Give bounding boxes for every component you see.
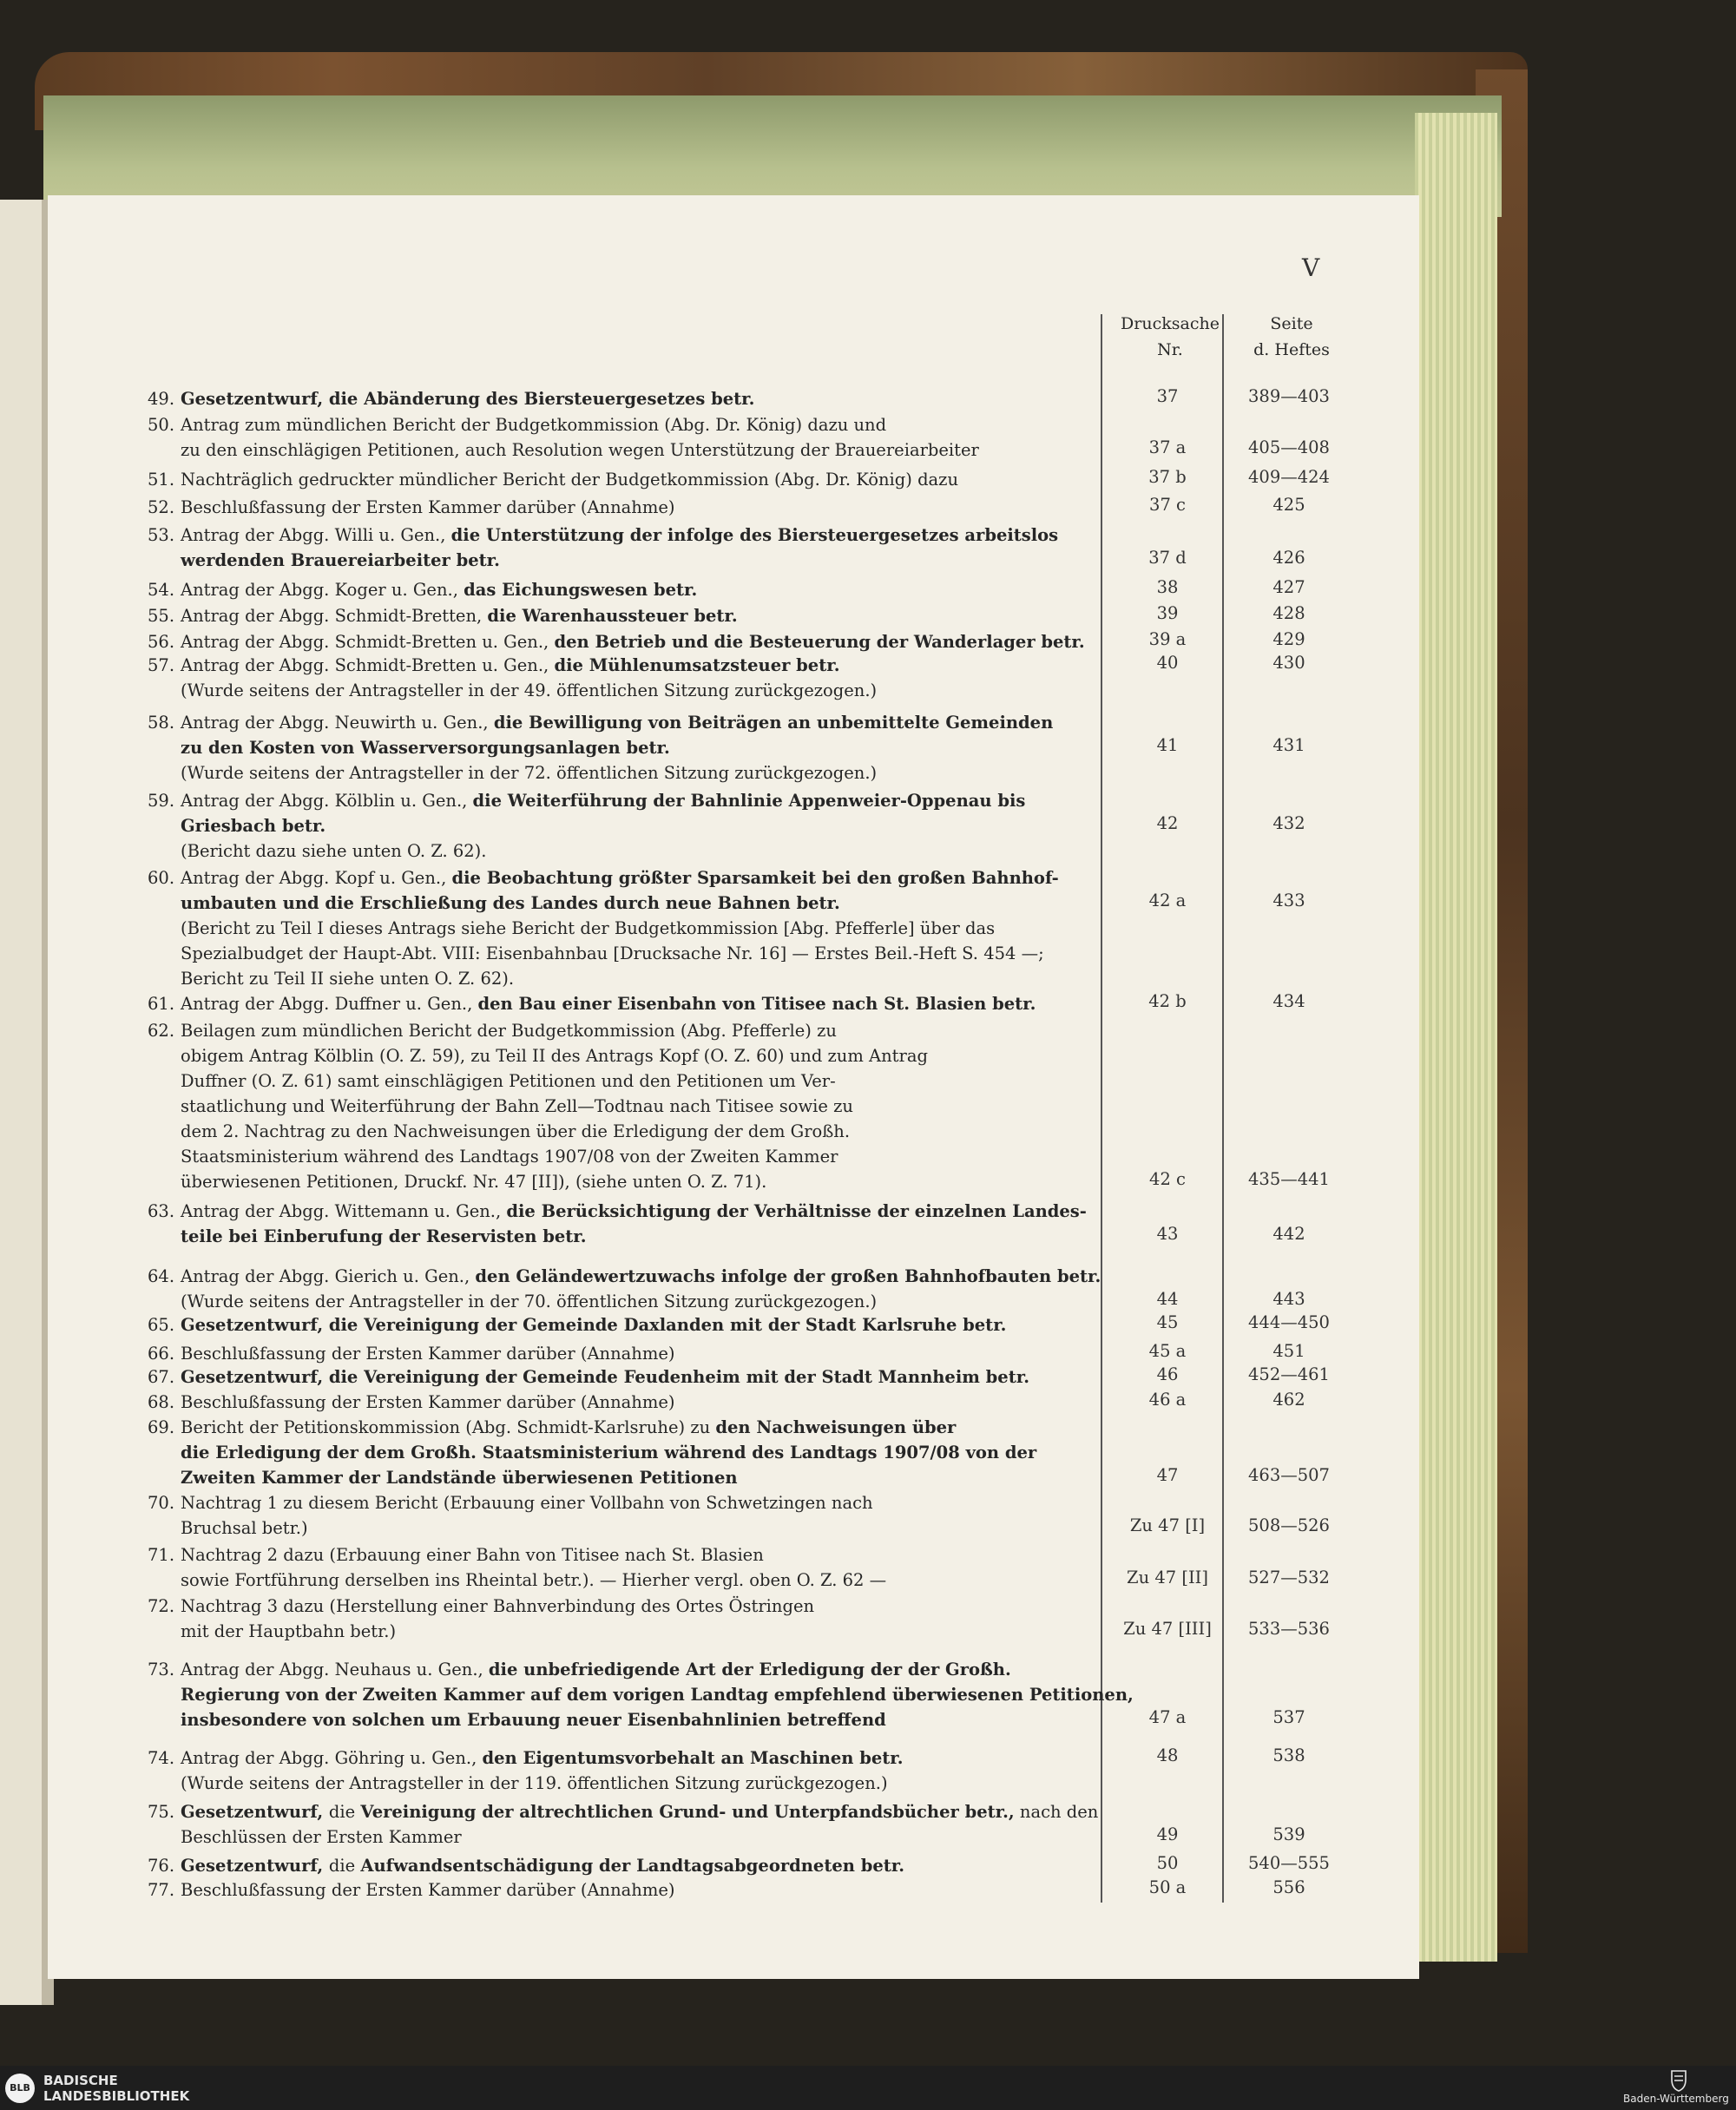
index-entry bbox=[148, 1657, 1134, 1732]
entry-number: 70. bbox=[148, 1493, 175, 1513]
page-range: 432 bbox=[1272, 813, 1305, 833]
entry-text: dem 2. Nachtrag zu den Nachweisungen über die Erledigung der dem Großh. bbox=[181, 1121, 851, 1141]
entry-line bbox=[148, 760, 1053, 785]
index-entry bbox=[148, 1594, 814, 1644]
page-range: 452—461 bbox=[1248, 1364, 1330, 1384]
entry-number: 51. bbox=[148, 470, 175, 490]
column-header-seite: Seite d. Heftes bbox=[1253, 314, 1330, 359]
drucksache-number: 37 a bbox=[1148, 437, 1187, 457]
entry-line bbox=[148, 1043, 928, 1068]
entry-text: Beschlußfassung der Ersten Kammer darüber (Annahme) bbox=[181, 1344, 675, 1364]
drucksache-number: 37 b bbox=[1148, 467, 1187, 487]
entry-text: den Bau einer Eisenbahn von Titisee nach St. Blasien betr. bbox=[477, 994, 1036, 1014]
entry-number: 52. bbox=[148, 497, 175, 517]
entry-text: Bericht der Petitionskommission (Abg. Schmidt-Karlsruhe) zu bbox=[181, 1417, 716, 1437]
entry-number: 62. bbox=[148, 1021, 175, 1041]
drucksache-number: 45 bbox=[1156, 1312, 1179, 1332]
entry-number: 60. bbox=[148, 868, 175, 888]
entry-line bbox=[148, 523, 1058, 548]
entry-line bbox=[148, 1144, 928, 1169]
entry-text: Beschlüssen der Ersten Kammer bbox=[181, 1827, 462, 1847]
entry-line bbox=[148, 941, 1059, 966]
page-block-side-edge bbox=[1415, 113, 1497, 1962]
drucksache-number: 46 a bbox=[1148, 1390, 1187, 1410]
index-entry bbox=[148, 629, 1085, 654]
entry-text: die Unterstützung der infolge des Biersteuergesetzes arbeitslos bbox=[450, 525, 1059, 545]
entry-line bbox=[148, 1515, 873, 1541]
entry-number: 69. bbox=[148, 1417, 175, 1437]
drucksache-number: 42 b bbox=[1148, 991, 1187, 1011]
entry-line bbox=[148, 577, 697, 602]
entry-text: obigem Antrag Kölblin (O. Z. 59), zu Teil II des Antrags Kopf (O. Z. 60) und zum Antrag bbox=[181, 1046, 928, 1066]
index-entry bbox=[148, 1199, 1087, 1249]
entry-line bbox=[148, 603, 738, 628]
entry-line bbox=[148, 1264, 1101, 1289]
index-entry bbox=[148, 386, 754, 411]
entry-line bbox=[148, 1364, 1029, 1390]
entry-line bbox=[148, 1440, 1036, 1465]
page-range: 428 bbox=[1272, 603, 1305, 623]
entry-text: Gesetzentwurf, bbox=[181, 1856, 329, 1876]
entry-line bbox=[148, 629, 1085, 654]
entry-text: Antrag der Abgg. Neuwirth u. Gen., bbox=[181, 713, 494, 733]
page-range: 444—450 bbox=[1248, 1312, 1330, 1332]
index-entry bbox=[148, 653, 877, 703]
entry-number: 57. bbox=[148, 655, 175, 675]
entry-line bbox=[148, 1312, 1006, 1338]
index-entry bbox=[148, 1341, 674, 1366]
entry-text: den Eigentumsvorbehalt an Maschinen betr. bbox=[482, 1748, 904, 1768]
entry-number: 50. bbox=[148, 415, 175, 435]
drucksache-number: 42 a bbox=[1148, 891, 1187, 910]
entry-line bbox=[148, 437, 979, 463]
drucksache-number: Zu 47 [I] bbox=[1129, 1515, 1206, 1535]
index-entry bbox=[148, 1018, 928, 1194]
entry-text: Antrag der Abgg. Wittemann u. Gen., bbox=[181, 1201, 507, 1221]
entry-number: 67. bbox=[148, 1367, 175, 1387]
entry-line bbox=[148, 495, 674, 520]
entry-line bbox=[148, 1853, 904, 1878]
entry-line bbox=[148, 1018, 928, 1043]
entry-text: (Wurde seitens der Antragsteller in der 49. öffentlichen Sitzung zurückgezogen.) bbox=[181, 680, 878, 700]
page-range: 540—555 bbox=[1248, 1853, 1330, 1873]
entry-text: teile bei Einberufung der Reservisten betr. bbox=[181, 1226, 587, 1246]
drucksache-number: 49 bbox=[1156, 1824, 1179, 1844]
entry-line bbox=[148, 1341, 674, 1366]
drucksache-number: Zu 47 [II] bbox=[1127, 1568, 1208, 1587]
page-range: 435—441 bbox=[1248, 1169, 1330, 1189]
index-entry bbox=[148, 523, 1058, 573]
entry-text: die Mühlenumsatzsteuer betr. bbox=[554, 655, 840, 675]
page-range: 431 bbox=[1272, 735, 1305, 755]
entry-text: Vereinigung der altrechtlichen Grund- und Unterpfandsbücher betr., bbox=[360, 1802, 1015, 1822]
entry-text: Antrag der Abgg. Koger u. Gen., bbox=[181, 580, 464, 600]
index-entry bbox=[148, 412, 979, 463]
entry-line bbox=[148, 710, 1053, 735]
entry-text: Aufwandsentschädigung der Landtagsabgeordneten betr. bbox=[360, 1856, 905, 1876]
drucksache-number: 41 bbox=[1156, 735, 1179, 755]
entry-line bbox=[148, 412, 979, 437]
entry-line bbox=[148, 1799, 1098, 1824]
page-range: 443 bbox=[1272, 1289, 1305, 1309]
entry-text: Antrag der Abgg. Duffner u. Gen., bbox=[181, 994, 478, 1014]
drucksache-number: 39 bbox=[1156, 603, 1179, 623]
footer-bar bbox=[0, 2066, 1736, 2110]
entry-line bbox=[148, 653, 877, 678]
entry-line bbox=[148, 735, 1053, 760]
entry-line bbox=[148, 1119, 928, 1144]
entry-number: 56. bbox=[148, 632, 175, 652]
entry-text: die Weiterführung der Bahnlinie Appenweier-Oppenau bis bbox=[472, 791, 1026, 811]
entry-text: sowie Fortführung derselben ins Rheintal betr.). — Hierher vergl. oben O. Z. 62 — bbox=[181, 1570, 887, 1590]
entry-text: die Erledigung der dem Großh. Staatsministerium während des Landtags 1907/08 von der bbox=[181, 1443, 1037, 1463]
entry-number: 49. bbox=[148, 389, 175, 409]
entry-line bbox=[148, 1094, 928, 1119]
entry-line bbox=[148, 916, 1059, 941]
entry-text: Beschlußfassung der Ersten Kammer darüber (Annahme) bbox=[181, 1392, 675, 1412]
entry-number: 61. bbox=[148, 994, 175, 1014]
entry-text: Antrag der Abgg. Schmidt-Bretten u. Gen., bbox=[181, 632, 555, 652]
entry-text: die Bewilligung von Beiträgen an unbemittelte Gemeinden bbox=[493, 713, 1054, 733]
entry-text: den Betrieb und die Besteuerung der Wanderlager betr. bbox=[554, 632, 1085, 652]
entry-number: 75. bbox=[148, 1802, 175, 1822]
blb-line2: LANDESBIBLIOTHEK bbox=[43, 2088, 190, 2104]
page-range: 426 bbox=[1272, 548, 1305, 568]
entry-line bbox=[148, 1415, 1036, 1440]
entry-line bbox=[148, 678, 877, 703]
entry-text: den Nachweisungen über bbox=[715, 1417, 957, 1437]
entry-text: Spezialbudget der Haupt-Abt. VIII: Eisenbahnbau [Drucksache Nr. 16] — Erstes Beil.-Heft S. 454 —; bbox=[181, 943, 1044, 963]
page-range: 451 bbox=[1272, 1341, 1305, 1361]
blb-logo-icon: BLB bbox=[5, 2074, 35, 2103]
page-range: 409—424 bbox=[1248, 467, 1330, 487]
entry-text: die Warenhaussteuer betr. bbox=[487, 606, 738, 626]
entry-line bbox=[148, 1169, 928, 1194]
entry-text: Antrag der Abgg. Gierich u. Gen., bbox=[181, 1266, 476, 1286]
entry-text: (Wurde seitens der Antragsteller in der 70. öffentlichen Sitzung zurückgezogen.) bbox=[181, 1292, 878, 1311]
page-range: 539 bbox=[1272, 1824, 1305, 1844]
entry-text: werdenden Brauereiarbeiter betr. bbox=[181, 550, 500, 570]
index-entry bbox=[148, 1745, 904, 1796]
entry-text: Nachtrag 3 dazu (Herstellung einer Bahnverbindung des Ortes Östringen bbox=[181, 1596, 815, 1616]
bw-label: Baden-Württemberg bbox=[1623, 2093, 1729, 2105]
entry-number: 66. bbox=[148, 1344, 175, 1364]
entry-number: 77. bbox=[148, 1880, 175, 1900]
entry-text: Regierung von der Zweiten Kammer auf dem vorigen Landtag empfehlend überwiesenen Petitionen, bbox=[181, 1685, 1134, 1705]
entry-line bbox=[148, 1619, 814, 1644]
drucksache-number: 37 c bbox=[1149, 495, 1186, 515]
entry-text: Bericht zu Teil II siehe unten O. Z. 62). bbox=[181, 969, 515, 989]
drucksache-number: 37 d bbox=[1148, 548, 1187, 568]
index-entry bbox=[148, 1799, 1098, 1850]
page-range: 405—408 bbox=[1248, 437, 1330, 457]
drucksache-number: 40 bbox=[1156, 653, 1179, 673]
entry-line bbox=[148, 1068, 928, 1094]
drucksache-number: 42 c bbox=[1149, 1169, 1186, 1189]
entry-line bbox=[148, 1824, 1098, 1850]
index-entry bbox=[148, 1390, 674, 1415]
entry-line bbox=[148, 966, 1059, 991]
index-entry bbox=[148, 1312, 1006, 1338]
entry-line bbox=[148, 386, 754, 411]
drucksache-number: 45 a bbox=[1148, 1341, 1187, 1361]
entry-number: 53. bbox=[148, 525, 175, 545]
entry-text: insbesondere von solchen um Erbauung neuer Eisenbahnlinien betreffend bbox=[181, 1710, 886, 1730]
index-entry bbox=[148, 603, 738, 628]
entry-line bbox=[148, 1465, 1036, 1490]
entry-text: (Wurde seitens der Antragsteller in der 72. öffentlichen Sitzung zurückgezogen.) bbox=[181, 763, 878, 783]
entry-line bbox=[148, 813, 1025, 838]
entry-text: Antrag der Abgg. Göhring u. Gen., bbox=[181, 1748, 483, 1768]
entry-number: 58. bbox=[148, 713, 175, 733]
index-entry bbox=[148, 1877, 674, 1903]
entry-number: 74. bbox=[148, 1748, 175, 1768]
entry-line bbox=[148, 1682, 1134, 1707]
page-folio: V bbox=[1302, 253, 1320, 282]
index-entry bbox=[148, 991, 1036, 1016]
index-entry bbox=[148, 1364, 1029, 1390]
entry-text: Zweiten Kammer der Landstände überwiesenen Petitionen bbox=[181, 1468, 738, 1488]
entry-text: Griesbach betr. bbox=[181, 816, 326, 836]
index-entry bbox=[148, 577, 697, 602]
entry-text: Antrag der Abgg. Kölblin u. Gen., bbox=[181, 791, 473, 811]
index-entry bbox=[148, 1853, 904, 1878]
entry-number: 71. bbox=[148, 1545, 175, 1565]
entry-text: die Beobachtung größter Sparsamkeit bei den großen Bahnhof- bbox=[451, 868, 1059, 888]
entry-line bbox=[148, 548, 1058, 573]
index-entry bbox=[148, 1415, 1036, 1490]
entry-number: 54. bbox=[148, 580, 175, 600]
entry-text: Nachtrag 2 dazu (Erbauung einer Bahn von Titisee nach St. Blasien bbox=[181, 1545, 764, 1565]
page-range: 430 bbox=[1272, 653, 1305, 673]
entry-line bbox=[148, 1594, 814, 1619]
entry-number: 76. bbox=[148, 1856, 175, 1876]
entry-text: (Bericht zu Teil I dieses Antrags siehe Bericht der Budgetkommission [Abg. Pfefferle] über das bbox=[181, 918, 996, 938]
entry-number: 72. bbox=[148, 1596, 175, 1616]
index-entry bbox=[148, 467, 958, 492]
entry-text: (Bericht dazu siehe unten O. Z. 62). bbox=[181, 841, 487, 861]
entry-text: die Berücksichtigung der Verhältnisse der einzelnen Landes- bbox=[506, 1201, 1087, 1221]
index-entry bbox=[148, 1542, 886, 1593]
page-range: 538 bbox=[1272, 1745, 1305, 1765]
entry-line bbox=[148, 838, 1025, 864]
page-range: 442 bbox=[1272, 1224, 1305, 1244]
page-range: 425 bbox=[1272, 495, 1305, 515]
entry-text: Beschlußfassung der Ersten Kammer darüber (Annahme) bbox=[181, 497, 675, 517]
entry-line bbox=[148, 1877, 674, 1903]
page-range: 537 bbox=[1272, 1707, 1305, 1727]
entry-text: Antrag der Abgg. Neuhaus u. Gen., bbox=[181, 1660, 489, 1679]
drucksache-number: 44 bbox=[1156, 1289, 1179, 1309]
drucksache-number: 37 bbox=[1156, 386, 1179, 406]
entry-number: 64. bbox=[148, 1266, 175, 1286]
entry-text: Bruchsal betr.) bbox=[181, 1518, 308, 1538]
page-range: 462 bbox=[1272, 1390, 1305, 1410]
entry-text: zu den Kosten von Wasserversorgungsanlagen betr. bbox=[181, 738, 670, 758]
drucksache-number: 42 bbox=[1156, 813, 1179, 833]
entry-text: zu den einschlägigen Petitionen, auch Resolution wegen Unterstützung der Brauereiarbeiter bbox=[181, 440, 979, 460]
entry-number: 63. bbox=[148, 1201, 175, 1221]
entry-line bbox=[148, 1542, 886, 1568]
entry-number: 59. bbox=[148, 791, 175, 811]
entry-text: Antrag zum mündlichen Bericht der Budgetkommission (Abg. Dr. König) dazu und bbox=[181, 415, 887, 435]
drucksache-number: 47 a bbox=[1148, 1707, 1187, 1727]
blb-line1: BADISCHE bbox=[43, 2073, 118, 2088]
entry-text: Nachträglich gedruckter mündlicher Bericht der Budgetkommission (Abg. Dr. König) dazu bbox=[181, 470, 959, 490]
index-entry bbox=[148, 788, 1025, 864]
entry-line bbox=[148, 1771, 904, 1796]
entry-line bbox=[148, 1199, 1087, 1224]
entry-text: das Eichungswesen betr. bbox=[464, 580, 698, 600]
page-range: 429 bbox=[1272, 629, 1305, 649]
entry-text: (Wurde seitens der Antragsteller in der 119. öffentlichen Sitzung zurückgezogen.) bbox=[181, 1773, 888, 1793]
entry-line bbox=[148, 1657, 1134, 1682]
entry-line bbox=[148, 1289, 1101, 1314]
entry-line bbox=[148, 1224, 1087, 1249]
entry-text: nach den bbox=[1014, 1802, 1099, 1822]
entry-line bbox=[148, 1490, 873, 1515]
page-range: 527—532 bbox=[1248, 1568, 1330, 1587]
entry-text: Antrag der Abgg. Kopf u. Gen., bbox=[181, 868, 452, 888]
entry-number: 65. bbox=[148, 1315, 175, 1335]
blb-wordmark bbox=[43, 2073, 189, 2104]
entry-text: Beschlußfassung der Ersten Kammer darüber (Annahme) bbox=[181, 1880, 675, 1900]
facing-page bbox=[0, 200, 42, 2005]
entry-line bbox=[148, 1568, 886, 1593]
entry-text: die bbox=[328, 1802, 361, 1822]
index-entry bbox=[148, 1490, 873, 1541]
entry-line bbox=[148, 1390, 674, 1415]
drucksache-number: 38 bbox=[1156, 577, 1179, 597]
drucksache-number: 50 bbox=[1156, 1853, 1179, 1873]
drucksache-number: 43 bbox=[1156, 1224, 1179, 1244]
entry-text: Gesetzentwurf, bbox=[181, 1802, 329, 1822]
entry-line bbox=[148, 1745, 904, 1771]
entry-text: Gesetzentwurf, die Vereinigung der Gemeinde Daxlanden mit der Stadt Karlsruhe betr. bbox=[181, 1315, 1007, 1335]
entry-line bbox=[148, 865, 1059, 891]
entry-line bbox=[148, 891, 1059, 916]
entry-line bbox=[148, 467, 958, 492]
page-range: 433 bbox=[1272, 891, 1305, 910]
entry-text: Nachtrag 1 zu diesem Bericht (Erbauung einer Vollbahn von Schwetzingen nach bbox=[181, 1493, 873, 1513]
entry-text: überwiesenen Petitionen, Druckf. Nr. 47 [II]), (siehe unten O. Z. 71). bbox=[181, 1172, 767, 1192]
page-range: 389—403 bbox=[1248, 386, 1330, 406]
entry-line bbox=[148, 1707, 1134, 1732]
page-range: 533—536 bbox=[1248, 1619, 1330, 1639]
drucksache-number: Zu 47 [III] bbox=[1123, 1619, 1212, 1639]
entry-number: 55. bbox=[148, 606, 175, 626]
page-range: 434 bbox=[1272, 991, 1305, 1011]
entry-text: die bbox=[328, 1856, 361, 1876]
entry-text: Antrag der Abgg. Schmidt-Bretten u. Gen., bbox=[181, 655, 555, 675]
drucksache-number: 39 a bbox=[1148, 629, 1187, 649]
entry-text: Gesetzentwurf, die Abänderung des Biersteuergesetzes betr. bbox=[181, 389, 755, 409]
drucksache-number: 47 bbox=[1156, 1465, 1179, 1485]
entry-text: Antrag der Abgg. Willi u. Gen., bbox=[181, 525, 451, 545]
page-range: 508—526 bbox=[1248, 1515, 1330, 1535]
drucksache-number: 46 bbox=[1156, 1364, 1179, 1384]
entry-text: Beilagen zum mündlichen Bericht der Budgetkommission (Abg. Pfefferle) zu bbox=[181, 1021, 837, 1041]
entry-number: 68. bbox=[148, 1392, 175, 1412]
entry-text: Duffner (O. Z. 61) samt einschlägigen Petitionen und den Petitionen um Ver- bbox=[181, 1071, 836, 1091]
entry-number: 73. bbox=[148, 1660, 175, 1679]
drucksache-number: 48 bbox=[1156, 1745, 1179, 1765]
entry-text: die unbefriedigende Art der Erledigung der der Großh. bbox=[488, 1660, 1011, 1679]
entry-text: Gesetzentwurf, die Vereinigung der Gemeinde Feudenheim mit der Stadt Mannheim betr. bbox=[181, 1367, 1029, 1387]
index-entry bbox=[148, 1264, 1101, 1314]
entry-text: umbauten und die Erschließung des Landes durch neue Bahnen betr. bbox=[181, 893, 840, 913]
entry-text: staatlichung und Weiterführung der Bahn Zell—Todtnau nach Titisee sowie zu bbox=[181, 1096, 853, 1116]
page-range: 556 bbox=[1272, 1877, 1305, 1897]
entry-text: den Geländewertzuwachs infolge der großen Bahnhofbauten betr. bbox=[475, 1266, 1101, 1286]
entry-text: Antrag der Abgg. Schmidt-Bretten, bbox=[181, 606, 488, 626]
page-range: 463—507 bbox=[1248, 1465, 1330, 1485]
entry-line bbox=[148, 991, 1036, 1016]
entry-text: Staatsministerium während des Landtags 1907/08 von der Zweiten Kammer bbox=[181, 1147, 838, 1167]
entry-line bbox=[148, 788, 1025, 813]
page-range: 427 bbox=[1272, 577, 1305, 597]
index-entry bbox=[148, 495, 674, 520]
column-header-drucksache: Drucksache Nr. bbox=[1121, 314, 1220, 359]
index-entry bbox=[148, 710, 1053, 785]
bw-coat-of-arms-icon bbox=[1667, 2069, 1691, 2092]
drucksache-number: 50 a bbox=[1148, 1877, 1187, 1897]
index-entry bbox=[148, 865, 1059, 991]
entry-text: mit der Hauptbahn betr.) bbox=[181, 1621, 397, 1641]
